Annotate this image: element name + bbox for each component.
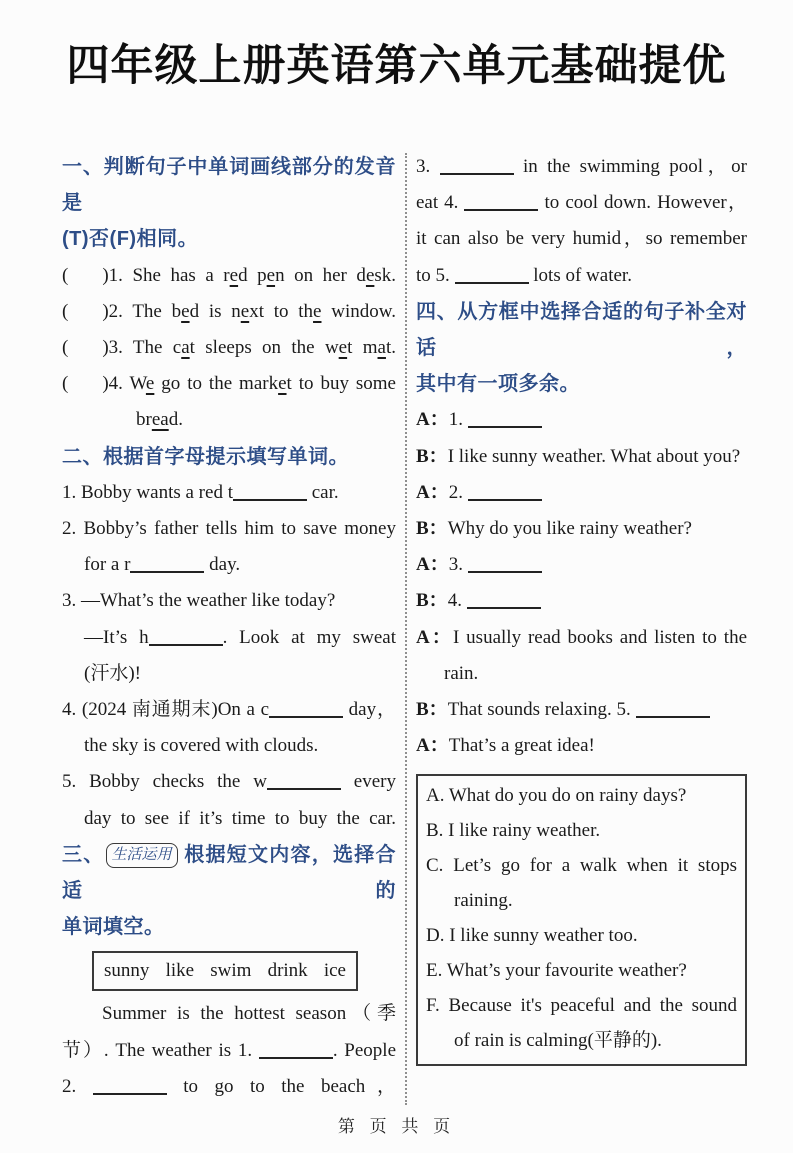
worksheet-page bbox=[0, 32, 793, 1136]
text-line: 3. —What’s the weather like today? bbox=[62, 590, 336, 612]
answer-blank[interactable] bbox=[93, 1079, 167, 1095]
text-line: ( )1. She has a red pen on her desk. bbox=[62, 264, 397, 286]
text-line: D. I like sunny weather too. bbox=[426, 925, 638, 947]
speaker-label: B： bbox=[416, 590, 448, 612]
speaker-label: B： bbox=[416, 518, 448, 540]
answer-blank[interactable] bbox=[130, 557, 204, 573]
section-heading-line: 单词填空。 bbox=[62, 916, 165, 939]
options-box bbox=[416, 774, 747, 1066]
text-line: F. Because it's peaceful and the sound bbox=[426, 995, 737, 1017]
text-line: A：I usually read books and listen to the bbox=[416, 626, 747, 648]
answer-blank[interactable] bbox=[468, 485, 542, 501]
answer-blank[interactable] bbox=[259, 1043, 333, 1059]
text-line: B：Why do you like rainy weather? bbox=[416, 518, 692, 540]
underlined-letters: e bbox=[145, 373, 155, 395]
word-bank-box bbox=[92, 951, 358, 991]
speaker-label: B： bbox=[416, 699, 448, 721]
text-line: B：4. bbox=[416, 583, 747, 619]
text-line: 2. to go to the beach， bbox=[62, 1075, 397, 1097]
text-line: for a r day. bbox=[84, 554, 241, 576]
text-line: ( )2. The bed is next to the window. bbox=[62, 300, 396, 322]
text-line: C. Let’s go for a walk when it stops bbox=[426, 855, 737, 877]
text-line: 1. Bobby wants a red t car. bbox=[62, 481, 339, 503]
section-heading-line: 一、判断句子中单词画线部分的发音是 bbox=[62, 156, 396, 215]
text-line: B：That sounds relaxing. 5. bbox=[416, 692, 747, 728]
word-bank-word: sunny bbox=[104, 960, 150, 982]
text-line: bread. bbox=[136, 409, 183, 431]
dialog-section bbox=[416, 149, 747, 764]
text-line: Summer is the hottest season（季 bbox=[102, 1003, 396, 1025]
section-heading-line: 三、 生活运用 根据短文内容，选择合适的 bbox=[62, 843, 397, 903]
word-bank-word: like bbox=[165, 960, 195, 982]
text-line: eat 4. to cool down. However， bbox=[416, 192, 747, 214]
underlined-letters: a bbox=[181, 337, 190, 359]
section-heading-line: 四、从方框中选择合适的句子补全对话， bbox=[416, 300, 747, 360]
word-bank-word: swim bbox=[210, 960, 252, 982]
text-line: E. What’s your favourite weather? bbox=[426, 960, 687, 982]
answer-blank[interactable] bbox=[269, 702, 343, 718]
underlined-letters: e bbox=[313, 300, 322, 322]
column-divider bbox=[405, 153, 407, 1105]
answer-blank[interactable] bbox=[468, 412, 542, 428]
right-column bbox=[416, 149, 747, 1105]
text-line: rain. bbox=[444, 662, 479, 684]
text-line: to 5. lots of water. bbox=[416, 264, 632, 286]
text-line: raining. bbox=[454, 890, 513, 912]
text-line: A：1. bbox=[416, 402, 747, 438]
word-bank-word: drink bbox=[267, 960, 308, 982]
section-heading-line: 其中有一项多余。 bbox=[416, 373, 580, 396]
underlined-letters: a bbox=[377, 337, 386, 359]
text-line: 5. Bobby checks the w every bbox=[62, 771, 396, 793]
answer-blank[interactable] bbox=[149, 630, 223, 646]
underlined-letters: e bbox=[338, 337, 348, 359]
text-line: day to see if it’s time to buy the car. bbox=[84, 807, 396, 829]
answer-blank[interactable] bbox=[468, 557, 542, 573]
text-line: 4. (2024 南通期末)On a c day， bbox=[62, 699, 396, 721]
underlined-letters: e bbox=[229, 264, 239, 286]
page-title: 四年级上册英语第六单元基础提优 bbox=[66, 42, 727, 90]
text-line: it can also be very humid，so remember bbox=[416, 228, 747, 250]
text-line: A：That’s a great idea! bbox=[416, 735, 595, 757]
underlined-letters: ea bbox=[151, 409, 169, 431]
page-footer: 第 页 共 页 bbox=[337, 1117, 456, 1136]
underlined-letters: e bbox=[365, 264, 375, 286]
life-application-badge: 生活运用 bbox=[106, 843, 178, 868]
answer-blank[interactable] bbox=[464, 195, 538, 211]
word-bank-word: ice bbox=[323, 960, 346, 982]
speaker-label: A： bbox=[416, 626, 453, 648]
answer-blank[interactable] bbox=[233, 485, 307, 501]
answer-blank[interactable] bbox=[467, 593, 541, 609]
text-line: (汗水)! bbox=[84, 662, 141, 684]
speaker-label: B： bbox=[416, 445, 448, 467]
text-line: B：I like sunny weather. What about you? bbox=[416, 445, 741, 467]
underlined-letters: e bbox=[240, 300, 250, 322]
speaker-label: A： bbox=[416, 481, 449, 503]
section-heading-line: 二、根据首字母提示填写单词。 bbox=[62, 445, 349, 468]
speaker-label: A： bbox=[416, 735, 449, 757]
answer-blank[interactable] bbox=[636, 702, 710, 718]
speaker-label: A： bbox=[416, 554, 449, 576]
text-line: A：2. bbox=[416, 475, 747, 511]
text-line: of rain is calming(平静的). bbox=[454, 1030, 662, 1052]
answer-blank[interactable] bbox=[267, 774, 341, 790]
text-line: ( )4. We go to the market to buy some bbox=[62, 373, 396, 395]
answer-blank[interactable] bbox=[455, 268, 529, 284]
text-line: the sky is covered with clouds. bbox=[84, 735, 319, 757]
text-line: —It’s h . Look at my sweat bbox=[84, 626, 397, 648]
text-line: A：3. bbox=[416, 547, 747, 583]
answer-blank[interactable] bbox=[440, 159, 514, 175]
text-line: A. What do you do on rainy days? bbox=[426, 785, 687, 807]
underlined-letters: e bbox=[266, 264, 276, 286]
text-line: 3. in the swimming pool，or bbox=[416, 156, 748, 177]
two-column-layout bbox=[62, 149, 747, 1105]
section-heading-line: (T)否(F)相同。 bbox=[62, 228, 199, 251]
underlined-letters: e bbox=[278, 373, 287, 395]
underlined-letters: e bbox=[181, 300, 190, 322]
text-line: 2. Bobby’s father tells him to save money bbox=[62, 518, 396, 540]
text-line: B. I like rainy weather. bbox=[426, 820, 601, 842]
speaker-label: A： bbox=[416, 409, 449, 431]
text-line: ( )3. The cat sleeps on the wet mat. bbox=[62, 337, 396, 359]
left-column bbox=[62, 149, 396, 1105]
text-line: 节）. The weather is 1. . People bbox=[62, 1039, 397, 1061]
